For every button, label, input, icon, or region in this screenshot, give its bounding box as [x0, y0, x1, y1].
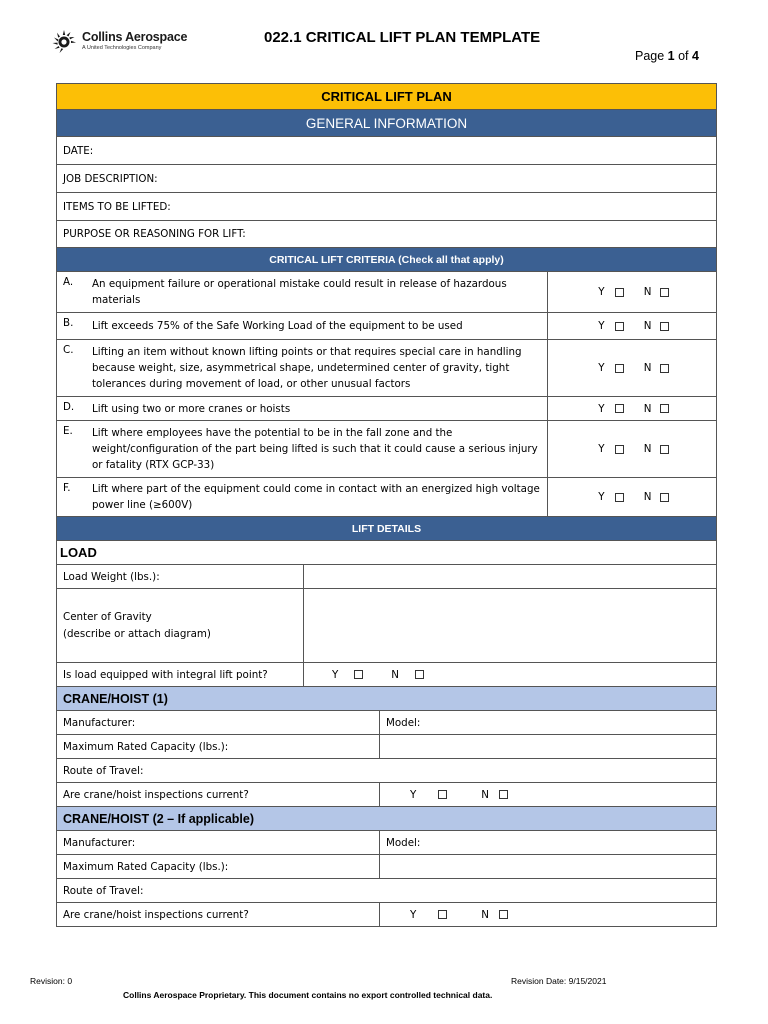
load-weight-row	[56, 565, 717, 589]
load-heading: LOAD	[56, 541, 717, 565]
crane1-route-row[interactable]	[56, 759, 717, 783]
crane2-manufacturer-row	[56, 831, 717, 855]
criteria-text: Lift where part of the equipment could come in contact with an energized high voltage power line (≥600V)	[92, 483, 540, 511]
criteria-row-a	[56, 272, 717, 313]
no-label: N	[643, 286, 652, 298]
criteria-row-f	[56, 478, 717, 517]
capacity-input[interactable]	[380, 855, 716, 878]
no-checkbox[interactable]	[660, 288, 669, 297]
purpose-field[interactable]	[56, 221, 717, 248]
criteria-text: Lift exceeds 75% of the Safe Working Load of the equipment to be used	[92, 320, 463, 332]
criteria-text: Lifting an item without known lifting points or that requires special care in handling because weight, size, asymmetrical shape, undetermined center of gravity, tight tolerances during movement of load, or other unusual factors	[92, 346, 522, 390]
no-label: N	[643, 443, 652, 455]
date-label: DATE:	[63, 144, 94, 157]
no-checkbox[interactable]	[660, 445, 669, 454]
page-of: of	[674, 49, 692, 63]
criteria-text: An equipment failure or operational mistake could result in release of hazardous materials	[92, 278, 507, 306]
route-label: Route of Travel:	[63, 884, 144, 897]
yes-label: Y	[598, 362, 605, 374]
job-description-field[interactable]	[56, 165, 717, 193]
integral-lift-label: Is load equipped with integral lift point?	[57, 663, 304, 686]
yes-label: Y	[598, 286, 605, 298]
items-to-be-lifted-field[interactable]	[56, 193, 717, 221]
criteria-letter: B.	[63, 317, 74, 329]
manufacturer-label[interactable]: Manufacturer:	[57, 711, 380, 734]
criteria-letter: A.	[63, 276, 74, 288]
load-weight-input[interactable]	[304, 565, 716, 588]
revision-number: Revision: 0	[30, 976, 73, 986]
route-label: Route of Travel:	[63, 764, 144, 777]
no-checkbox[interactable]	[415, 670, 424, 679]
criteria-row-d	[56, 397, 717, 421]
crane1-manufacturer-row	[56, 711, 717, 735]
yes-label: Y	[332, 668, 339, 681]
yes-checkbox[interactable]	[615, 364, 624, 373]
company-subtitle: A United Technologies Company	[82, 45, 162, 51]
criteria-letter: E.	[63, 425, 73, 437]
general-information-heading: GENERAL INFORMATION	[56, 110, 717, 137]
page-number	[635, 49, 699, 63]
yes-label: Y	[598, 402, 605, 415]
no-checkbox[interactable]	[499, 790, 508, 799]
no-label: N	[643, 402, 652, 415]
page-prefix: Page	[635, 49, 668, 63]
document-title: 022.1 CRITICAL LIFT PLAN TEMPLATE	[264, 29, 541, 46]
yes-label: Y	[598, 491, 605, 503]
inspection-label: Are crane/hoist inspections current?	[57, 783, 380, 806]
center-of-gravity-input[interactable]	[304, 589, 716, 662]
yes-checkbox[interactable]	[615, 493, 624, 502]
crane2-inspection-row	[56, 903, 717, 927]
inspection-options	[380, 783, 716, 806]
criteria-row-b	[56, 313, 717, 340]
no-checkbox[interactable]	[660, 322, 669, 331]
manufacturer-label[interactable]: Manufacturer:	[57, 831, 380, 854]
lift-details-heading: LIFT DETAILS	[56, 517, 717, 541]
load-weight-label: Load Weight (lbs.):	[57, 565, 304, 588]
crane1-inspection-row	[56, 783, 717, 807]
yes-checkbox[interactable]	[615, 445, 624, 454]
collins-logo-icon	[50, 28, 78, 56]
criteria-text: Lift using two or more cranes or hoists	[92, 402, 291, 415]
criteria-letter: D.	[63, 401, 75, 413]
revision-date: Revision Date: 9/15/2021	[511, 976, 607, 986]
model-label[interactable]: Model:	[386, 716, 421, 729]
purpose-label: PURPOSE OR REASONING FOR LIFT:	[63, 228, 246, 240]
no-label: N	[481, 908, 489, 921]
integral-lift-row	[56, 663, 717, 687]
inspection-options	[380, 903, 716, 926]
yes-label: Y	[598, 443, 605, 455]
crane2-route-row[interactable]	[56, 879, 717, 903]
page-current: 1	[667, 49, 675, 63]
yes-checkbox[interactable]	[438, 790, 447, 799]
criteria-text: Lift where employees have the potential to be in the fall zone and the weight/configuration of the part being lifted is such that it could cause a serious injury or fatality (RTX GCP-33)	[92, 427, 538, 471]
no-checkbox[interactable]	[660, 404, 669, 413]
yes-checkbox[interactable]	[438, 910, 447, 919]
company-logo	[50, 28, 190, 56]
yes-checkbox[interactable]	[354, 670, 363, 679]
page-total: 4	[692, 49, 699, 63]
job-description-label: JOB DESCRIPTION:	[63, 172, 158, 185]
crane-hoist-1-heading: CRANE/HOIST (1)	[56, 687, 717, 711]
crane1-capacity-row	[56, 735, 717, 759]
yes-checkbox[interactable]	[615, 404, 624, 413]
no-label: N	[481, 788, 489, 801]
capacity-input[interactable]	[380, 735, 716, 758]
integral-lift-options	[304, 663, 716, 686]
center-of-gravity-label	[57, 589, 304, 662]
no-label: N	[391, 668, 399, 681]
yes-checkbox[interactable]	[615, 322, 624, 331]
company-name: Collins Aerospace	[82, 30, 188, 44]
no-checkbox[interactable]	[660, 493, 669, 502]
no-label: N	[643, 362, 652, 374]
criteria-heading: CRITICAL LIFT CRITERIA (Check all that apply)	[56, 248, 717, 272]
capacity-label: Maximum Rated Capacity (lbs.):	[57, 735, 380, 758]
items-to-be-lifted-label: ITEMS TO BE LIFTED:	[63, 200, 171, 213]
criteria-row-e	[56, 421, 717, 478]
form-title: CRITICAL LIFT PLAN	[56, 83, 717, 110]
no-label: N	[643, 491, 652, 503]
cog-line-1: Center of Gravity	[63, 611, 152, 623]
inspection-label: Are crane/hoist inspections current?	[57, 903, 380, 926]
yes-label: Y	[410, 788, 417, 801]
yes-checkbox[interactable]	[615, 288, 624, 297]
crane2-capacity-row	[56, 855, 717, 879]
criteria-letter: F.	[63, 482, 71, 494]
capacity-label: Maximum Rated Capacity (lbs.):	[57, 855, 380, 878]
critical-lift-form	[56, 83, 717, 927]
cog-line-2: (describe or attach diagram)	[63, 628, 211, 640]
no-checkbox[interactable]	[499, 910, 508, 919]
criteria-row-c	[56, 340, 717, 397]
crane-hoist-2-heading: CRANE/HOIST (2 – If applicable)	[56, 807, 717, 831]
date-field[interactable]	[56, 137, 717, 165]
criteria-letter: C.	[63, 344, 74, 356]
proprietary-notice: Collins Aerospace Proprietary. This document contains no export controlled technical data.	[123, 990, 493, 1000]
yes-label: Y	[410, 908, 417, 921]
no-label: N	[643, 320, 652, 332]
center-of-gravity-row	[56, 589, 717, 663]
no-checkbox[interactable]	[660, 364, 669, 373]
model-label[interactable]: Model:	[386, 836, 421, 849]
yes-label: Y	[598, 320, 605, 332]
